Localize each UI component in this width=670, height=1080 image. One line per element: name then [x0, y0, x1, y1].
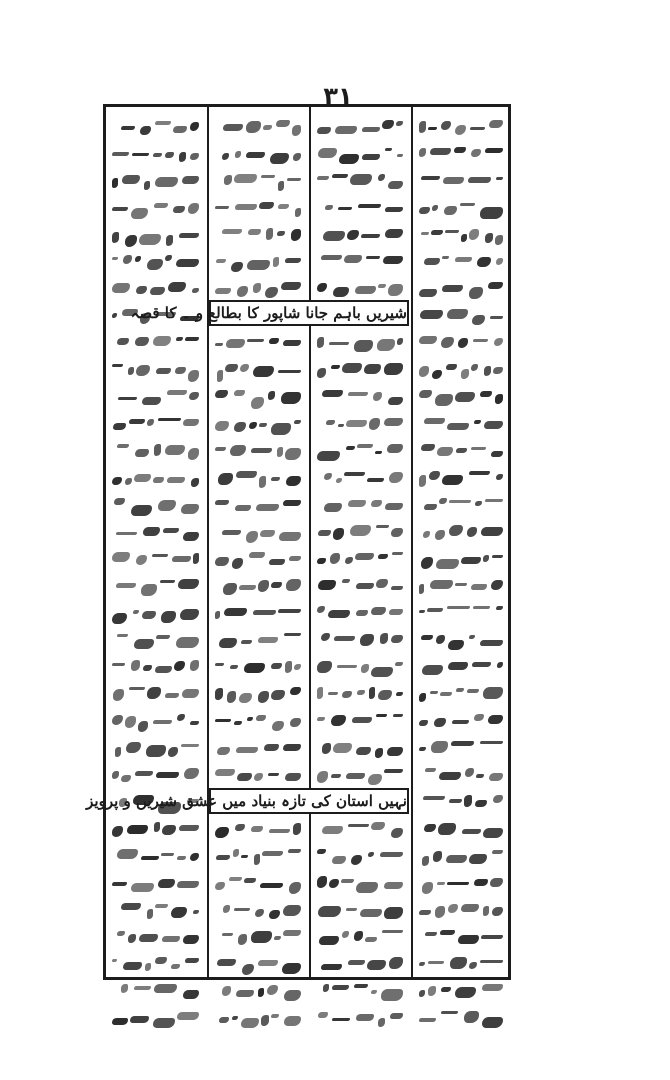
script-line [317, 760, 403, 787]
script-line [317, 436, 403, 463]
script-line [215, 463, 301, 490]
script-line [317, 598, 403, 625]
script-line [215, 166, 301, 193]
script-line [112, 274, 199, 301]
script-line [112, 166, 199, 193]
text-column-center-right [311, 112, 409, 974]
script-line [317, 949, 403, 976]
script-line [317, 841, 403, 868]
script-line [215, 679, 301, 706]
script-line [419, 841, 503, 868]
script-line [112, 112, 199, 139]
text-column-left [106, 112, 205, 974]
script-line [112, 463, 199, 490]
script-line [215, 841, 301, 868]
script-line [419, 652, 503, 679]
script-line [317, 571, 403, 598]
script-line [215, 328, 301, 355]
section-heading: شیریں باہم جانا شاپور کا بطالع و ۔ کا قصہ [209, 300, 409, 326]
script-line [317, 274, 403, 301]
script-line [215, 949, 301, 976]
script-line [112, 436, 199, 463]
script-line [112, 949, 199, 976]
script-line [317, 868, 403, 895]
script-line [317, 652, 403, 679]
script-line [215, 1003, 301, 1030]
script-line [317, 1003, 403, 1030]
script-line [215, 976, 301, 1003]
script-line [112, 976, 199, 1003]
script-line [419, 625, 503, 652]
script-line [215, 733, 301, 760]
script-line [419, 517, 503, 544]
script-line [419, 922, 503, 949]
script-line [317, 544, 403, 571]
script-line [112, 1003, 199, 1030]
script-line [317, 814, 403, 841]
script-line [112, 193, 199, 220]
text-column-right [413, 112, 509, 974]
script-line [419, 949, 503, 976]
script-line [317, 139, 403, 166]
script-line [112, 409, 199, 436]
script-line [317, 706, 403, 733]
script-line [419, 220, 503, 247]
script-line [112, 922, 199, 949]
script-line [215, 247, 301, 274]
script-line [215, 436, 301, 463]
script-line [419, 787, 503, 814]
script-line [112, 733, 199, 760]
script-line [215, 760, 301, 787]
script-line [112, 760, 199, 787]
script-line [419, 598, 503, 625]
script-line [215, 922, 301, 949]
script-line [317, 166, 403, 193]
script-line [215, 220, 301, 247]
script-line [317, 409, 403, 436]
script-line [317, 517, 403, 544]
script-line [317, 490, 403, 517]
script-line [112, 679, 199, 706]
script-line [419, 166, 503, 193]
script-line [317, 112, 403, 139]
script-line [419, 1003, 503, 1030]
script-line [215, 112, 301, 139]
script-line [112, 571, 199, 598]
script-line [317, 679, 403, 706]
script-line [112, 895, 199, 922]
script-line [419, 436, 503, 463]
script-line [112, 841, 199, 868]
script-line [215, 274, 301, 301]
script-line [215, 895, 301, 922]
script-line [112, 652, 199, 679]
script-line [419, 733, 503, 760]
script-line [317, 922, 403, 949]
script-line [419, 112, 503, 139]
script-line [419, 328, 503, 355]
script-line [419, 571, 503, 598]
script-line [215, 544, 301, 571]
script-line [215, 490, 301, 517]
script-line [317, 733, 403, 760]
script-line [419, 301, 503, 328]
script-line [419, 247, 503, 274]
script-line [419, 679, 503, 706]
script-line [215, 139, 301, 166]
script-line [317, 625, 403, 652]
script-line [419, 139, 503, 166]
script-line [419, 760, 503, 787]
script-line [215, 193, 301, 220]
section-heading: نہیں استان کی تازہ بنیاد میں عشق شیریں و پرویز [209, 788, 409, 814]
script-line [112, 625, 199, 652]
script-line [112, 517, 199, 544]
script-line [215, 355, 301, 382]
script-line [419, 355, 503, 382]
script-line [419, 814, 503, 841]
script-line [215, 868, 301, 895]
script-line [215, 652, 301, 679]
script-line [112, 247, 199, 274]
script-line [317, 247, 403, 274]
script-line [317, 382, 403, 409]
script-line [317, 193, 403, 220]
script-line [419, 976, 503, 1003]
script-line [419, 544, 503, 571]
script-line [112, 814, 199, 841]
script-line [317, 463, 403, 490]
script-line [215, 517, 301, 544]
script-line [419, 463, 503, 490]
script-line [112, 220, 199, 247]
script-line [112, 139, 199, 166]
script-line [419, 409, 503, 436]
script-line [215, 409, 301, 436]
script-line [215, 571, 301, 598]
script-line [112, 382, 199, 409]
script-line [317, 328, 403, 355]
script-line [112, 328, 199, 355]
script-line [317, 895, 403, 922]
script-line [317, 355, 403, 382]
script-line [112, 544, 199, 571]
script-line [419, 706, 503, 733]
page-number: ۳۱ [323, 82, 353, 110]
script-line [112, 868, 199, 895]
script-line [419, 193, 503, 220]
script-line [215, 382, 301, 409]
script-line [215, 706, 301, 733]
script-line [419, 382, 503, 409]
script-line [419, 274, 503, 301]
script-line [215, 598, 301, 625]
script-line [215, 814, 301, 841]
script-line [112, 706, 199, 733]
script-line [317, 976, 403, 1003]
script-line [317, 220, 403, 247]
script-line [419, 868, 503, 895]
text-column-center-left [209, 112, 307, 974]
script-line [112, 598, 199, 625]
script-line [419, 490, 503, 517]
script-line [215, 625, 301, 652]
script-line [112, 355, 199, 382]
script-line [112, 490, 199, 517]
script-line [419, 895, 503, 922]
